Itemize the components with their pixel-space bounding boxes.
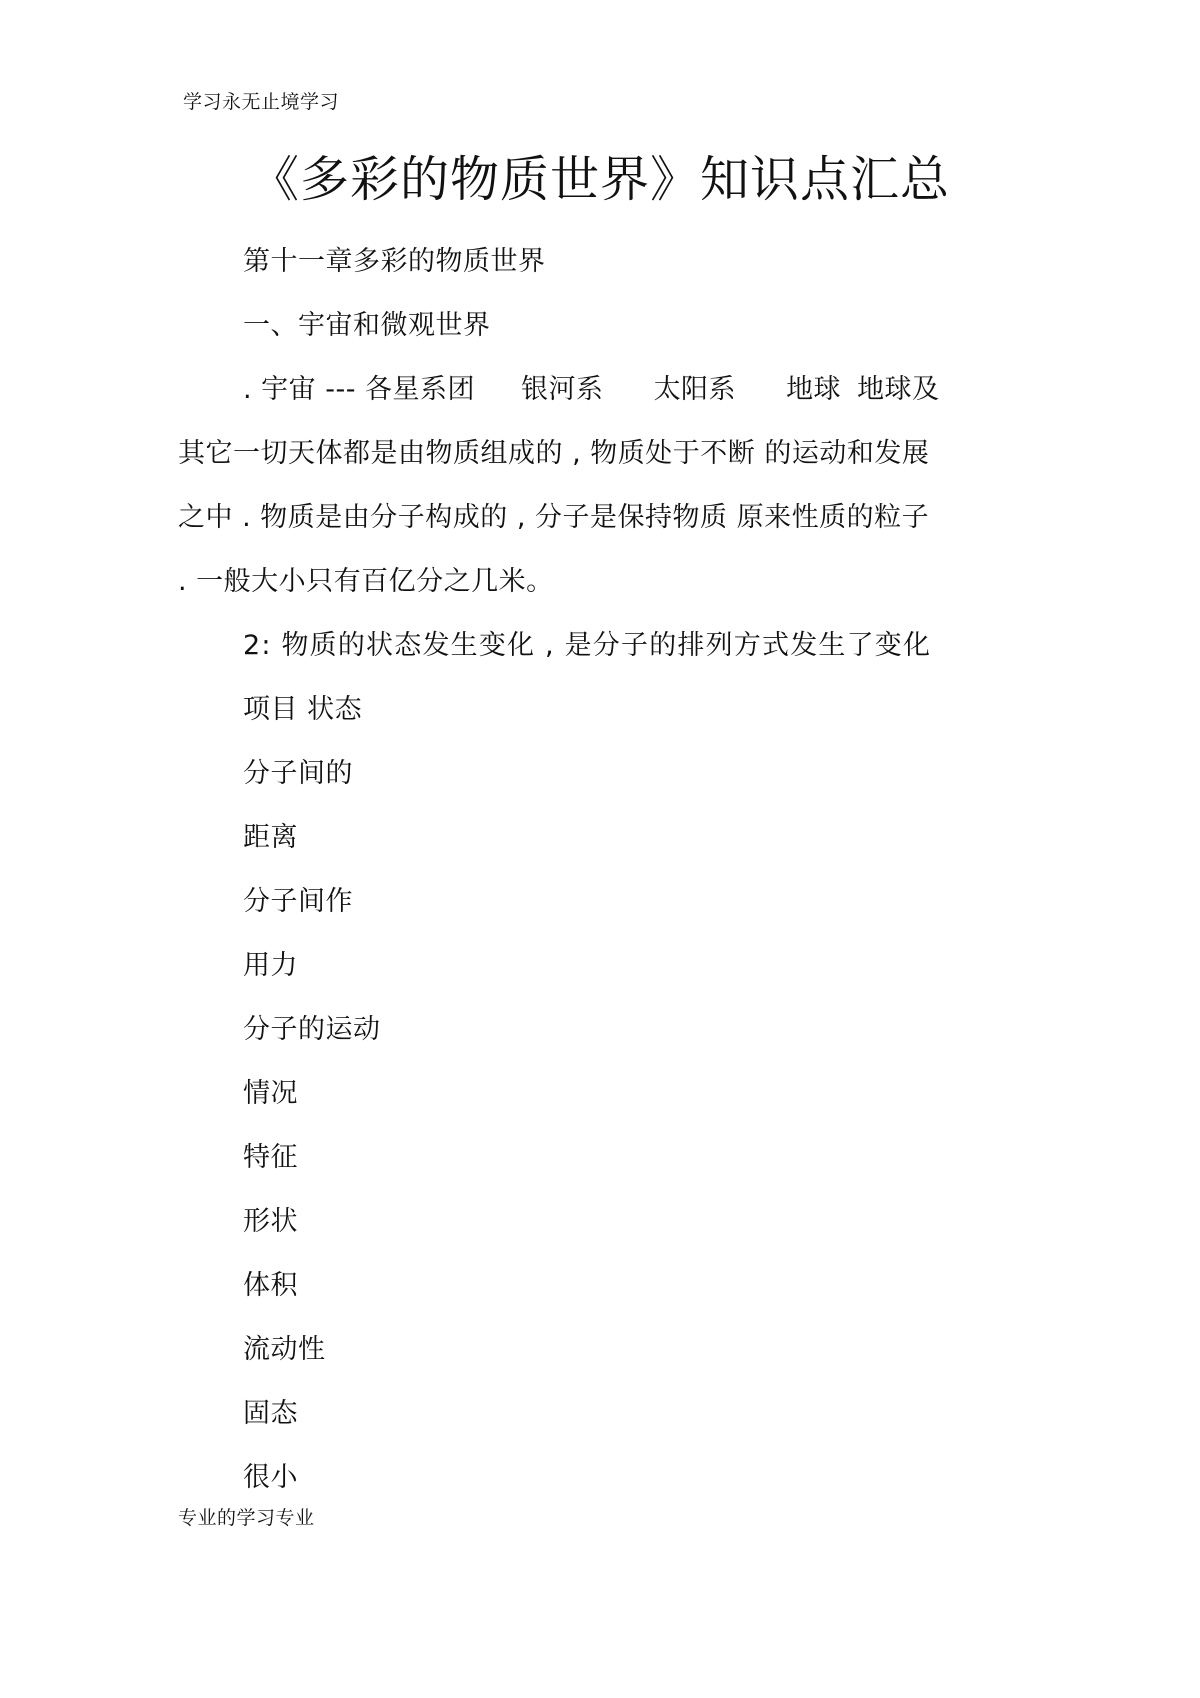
table-item: 固态 (243, 1398, 298, 1429)
table-item: 项目 状态 (243, 694, 363, 725)
table-item: 体积 (243, 1270, 298, 1301)
footer-note: 专业的学习专业 (178, 1507, 315, 1529)
universe-hierarchy-part-5: 地球及 (857, 374, 940, 405)
document-body (178, 230, 1008, 1510)
universe-hierarchy-part-3: 太阳系 (653, 374, 737, 405)
table-item: 情况 (243, 1078, 298, 1109)
table-item: 流动性 (243, 1334, 326, 1365)
table-item: 很小 (243, 1462, 298, 1493)
table-item: 分子的运动 (243, 1014, 381, 1045)
universe-hierarchy-part-1: . 宇宙 --- 各星系团 (243, 374, 476, 405)
table-item: 分子间作 (243, 886, 353, 917)
page-title: 《多彩的物质世界》知识点汇总 (249, 151, 950, 208)
chapter-heading: 第十一章多彩的物质世界 (243, 246, 546, 277)
table-item: 距离 (243, 822, 298, 853)
table-item: 形状 (243, 1206, 298, 1237)
header-note: 学习永无止境学习 (183, 91, 340, 113)
paragraph-1-line-2: 其它一切天体都是由物质组成的 , 物质处于不断 的运动和发展 (178, 438, 930, 469)
paragraph-1-line-1 (178, 358, 1008, 422)
table-item: 特征 (243, 1142, 298, 1173)
table-item: 用力 (243, 950, 298, 981)
paragraph-1-line-4: . 一般大小只有百亿分之几米。 (178, 566, 554, 597)
paragraph-1-line-3: 之中 . 物质是由分子构成的 , 分子是保持物质 原来性质的粒子 (178, 502, 930, 533)
section-heading: 一、宇宙和微观世界 (243, 310, 491, 341)
table-item: 分子间的 (243, 758, 353, 789)
paragraph-2: 2: 物质的状态发生变化 , 是分子的排列方式发生了变化 (243, 630, 932, 661)
universe-hierarchy-part-4: 地球 (786, 374, 842, 405)
universe-hierarchy-part-2: 银河系 (521, 374, 604, 405)
